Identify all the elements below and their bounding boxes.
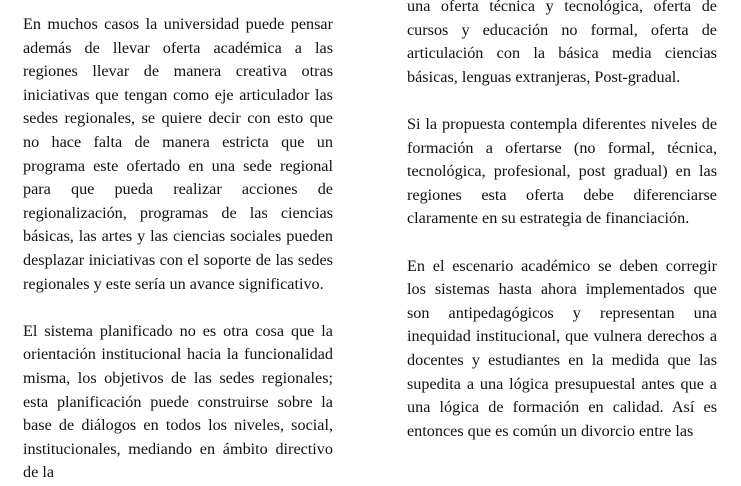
paragraph-universidad-iniciativas: En muchos casos la universidad puede pensar además de llevar oferta académica a las regiones llevar de manera creativa otras iniciativas que tengan como eje articulador las sedes regionales, se quiere decir con esto que no hace falta de manera estricta que un programa este ofertado en una sede regional para que pueda realizar acciones de regionalización, programas de las ciencias básicas, las artes y las ciencias sociales pueden desplazar iniciativas con el soporte de las sedes regionales y este sería un avance significativo.: [23, 15, 333, 293]
paragraph-sistema-planificado: El sistema planificado no es otra cosa que la orientación institucional hacia la funcionalidad misma, los objetivos de las sedes regionales; esta planificación puede construirse sobre la base de diálogos en todos los niveles, social, institucionales, mediando en ámbito directivo de la: [23, 321, 333, 482]
left-column: [23, 13, 333, 486]
paragraph-niveles-formacion: Si la propuesta contempla diferentes niveles de formación a ofertarse (no formal, técnica, tecnológica, profesional, post gradual) en las regiones esta oferta debe diferenciarse claramente en su estrategia de financiación.: [407, 114, 717, 228]
paragraph-oferta-continuation: una oferta técnica y tecnológica, oferta de cursos y educación no formal, oferta de articulación con la básica media ciencias básicas, lenguas extranjeras, Post-gradual.: [407, 0, 717, 86]
paragraph-escenario-academico: En el escenario académico se deben corregir los sistemas hasta ahora implementados que son antipedagógicos y representan una inequidad institucional, que vulnera derechos a docentes y estudiantes en la medida que las supedita a una lógica presupuestal antes que a una lógica de formación en calidad. Así es entonces que es común un divorcio entre las: [407, 256, 717, 440]
right-column: [407, 0, 717, 467]
